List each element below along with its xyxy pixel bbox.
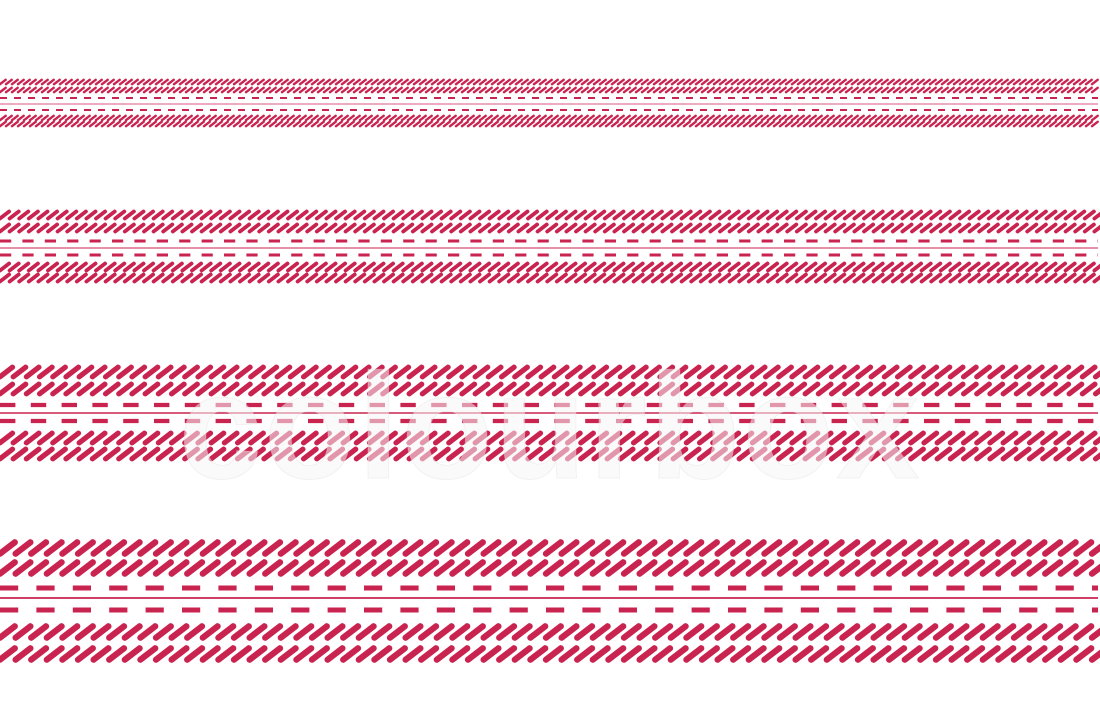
- rope-stitch-row: [0, 449, 1100, 459]
- stitch-band-1-thin: [0, 80, 1098, 126]
- stitch-band-2-medium: [0, 212, 1100, 282]
- rope-stitch-row: [0, 80, 1098, 84]
- stitch-band-3-thick: [0, 367, 1100, 459]
- colourbox-watermark: colourbox: [178, 342, 922, 510]
- rope-stitch-row: [0, 116, 1098, 120]
- rope-stitch-row: [0, 88, 1098, 92]
- rope-stitch-row: [0, 626, 1100, 637]
- rope-stitch-row: [0, 367, 1100, 377]
- rope-stitch-row: [0, 542, 1100, 553]
- rope-stitch-row: [0, 122, 1098, 126]
- rope-stitch-row: [0, 433, 1100, 443]
- rope-stitch-row: [0, 384, 1100, 394]
- stitch-band-4-heavy: [0, 542, 1100, 659]
- rope-stitch-row: [0, 264, 1100, 271]
- rope-stitch-row: [0, 225, 1100, 232]
- rope-stitch-row: [0, 648, 1100, 659]
- rope-stitch-row: [0, 562, 1100, 573]
- rope-stitch-row: [0, 275, 1100, 282]
- rope-stitch-row: [0, 212, 1100, 219]
